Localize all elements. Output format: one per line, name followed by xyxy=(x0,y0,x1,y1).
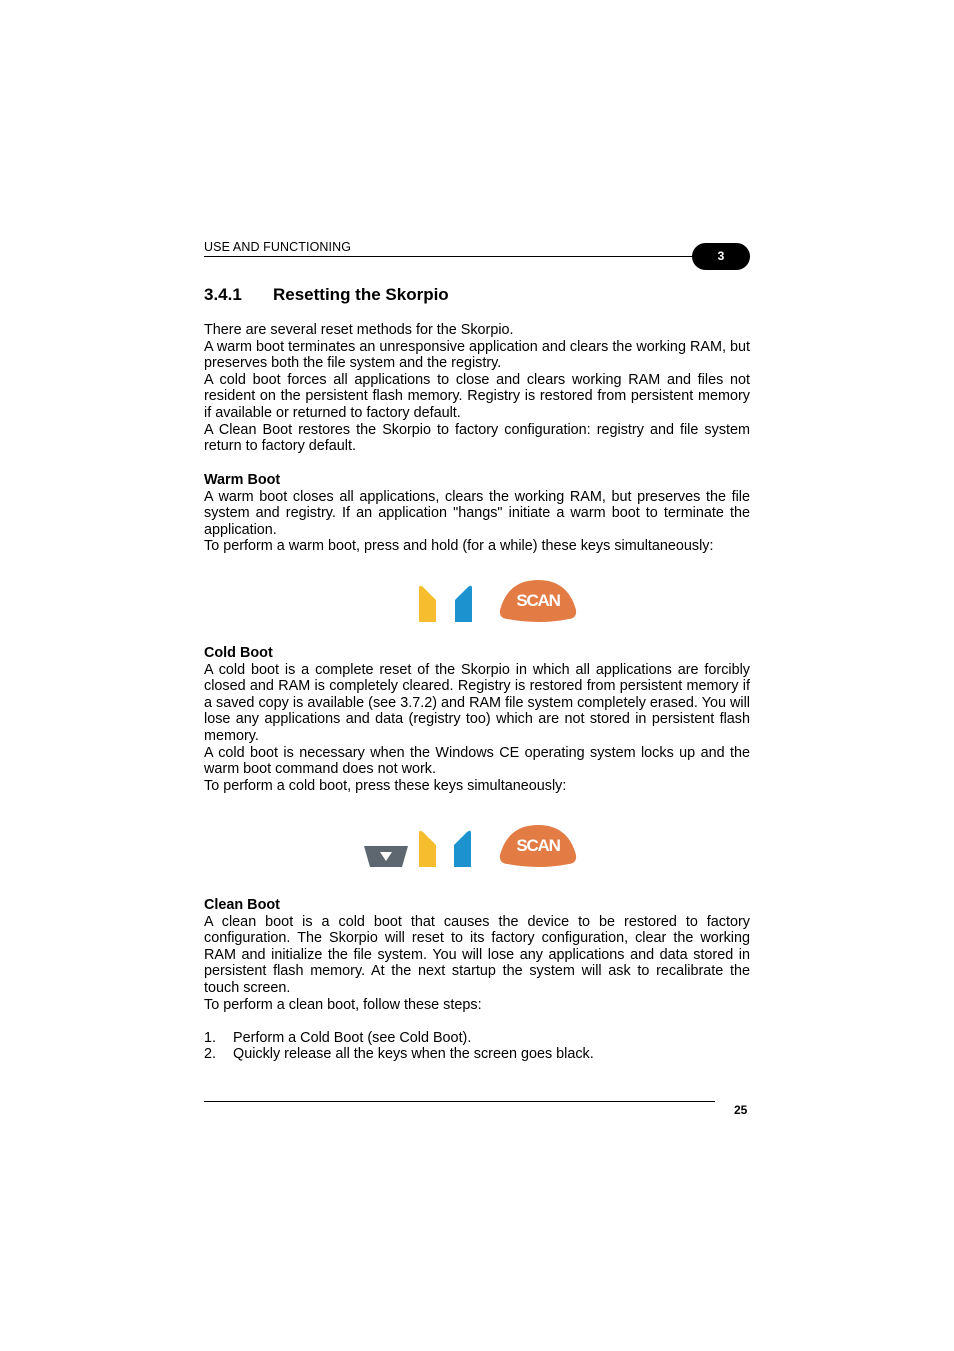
warm-boot-paragraph: To perform a warm boot, press and hold (for a while) these keys simultaneously: xyxy=(204,538,714,555)
clean-boot-section xyxy=(204,897,750,1063)
clean-boot-heading: Clean Boot xyxy=(204,897,280,913)
running-header: USE AND FUNCTIONING xyxy=(204,240,352,254)
chapter-badge: 3 xyxy=(692,243,750,270)
yellow-key-icon xyxy=(419,586,436,622)
warm-boot-heading: Warm Boot xyxy=(204,472,281,488)
list-item xyxy=(204,1046,750,1063)
cold-boot-section xyxy=(204,645,750,794)
intro-block xyxy=(204,322,750,455)
section-title-text: Resetting the Skorpio xyxy=(273,285,449,304)
list-item xyxy=(204,1030,750,1047)
step-text: Quickly release all the keys when the screen goes black. xyxy=(233,1046,594,1063)
cold-boot-paragraph: A cold boot is a complete reset of the Skorpio in which all applications are forcibly closed and RAM is completely cleared. Registry is restored from persistent memory if a saved copy is available (see 3.7.2) and RAM file system completely erased. You will lose any applications and data (registry too) which are not stored in persistent flash memory. xyxy=(204,661,750,744)
warm-boot-keys xyxy=(416,576,580,626)
warm-boot-section xyxy=(204,472,750,555)
scan-key-label: SCAN xyxy=(516,591,560,610)
step-number: 2. xyxy=(204,1046,217,1063)
intro-paragraph: There are several reset methods for the Skorpio. xyxy=(204,322,514,338)
cold-boot-heading: Cold Boot xyxy=(204,645,273,661)
scan-key-label: SCAN xyxy=(516,836,560,855)
cold-boot-paragraph: A cold boot is necessary when the Windows CE operating system locks up and the warm boot command does not work. xyxy=(204,744,750,778)
footer-rule xyxy=(204,1101,715,1102)
intro-paragraph: A cold boot forces all applications to close and clears working RAM and files not resident on the persistent flash memory. Registry is restored from persistent memory if available or returned to factory default. xyxy=(204,371,750,421)
page-number: 25 xyxy=(734,1103,748,1117)
clean-boot-paragraph: To perform a clean boot, follow these steps: xyxy=(204,996,482,1013)
intro-paragraph: A Clean Boot restores the Skorpio to factory configuration: registry and file system return to factory default. xyxy=(204,421,750,455)
warm-boot-paragraph: A warm boot closes all applications, clears the working RAM, but preserves the file system and registry. If an application "hangs" initiate a warm boot to terminate the application. xyxy=(204,488,750,538)
clean-boot-steps xyxy=(204,1030,750,1063)
yellow-key-icon xyxy=(419,831,436,867)
section-number: 3.4.1 xyxy=(204,285,242,304)
intro-paragraph: A warm boot terminates an unresponsive application and clears the working RAM, but preserves both the file system and the registry. xyxy=(204,338,750,372)
section-title xyxy=(204,285,449,305)
step-number: 1. xyxy=(204,1029,217,1046)
cold-boot-keys xyxy=(362,821,580,871)
clean-boot-paragraph: A clean boot is a cold boot that causes the device to be restored to factory configuration. The Skorpio will reset to its factory configuration, clear the working RAM and initialize the file system. You will lose any applications and data stored in persistent flash memory. At the next startup the system will ask to recalibrate the touch screen. xyxy=(204,913,750,996)
header-rule xyxy=(204,256,698,257)
blue-key-icon xyxy=(455,586,472,622)
blue-key-icon xyxy=(454,831,471,867)
step-text: Perform a Cold Boot (see Cold Boot). xyxy=(233,1029,472,1046)
cold-boot-paragraph: To perform a cold boot, press these keys simultaneously: xyxy=(204,777,567,794)
